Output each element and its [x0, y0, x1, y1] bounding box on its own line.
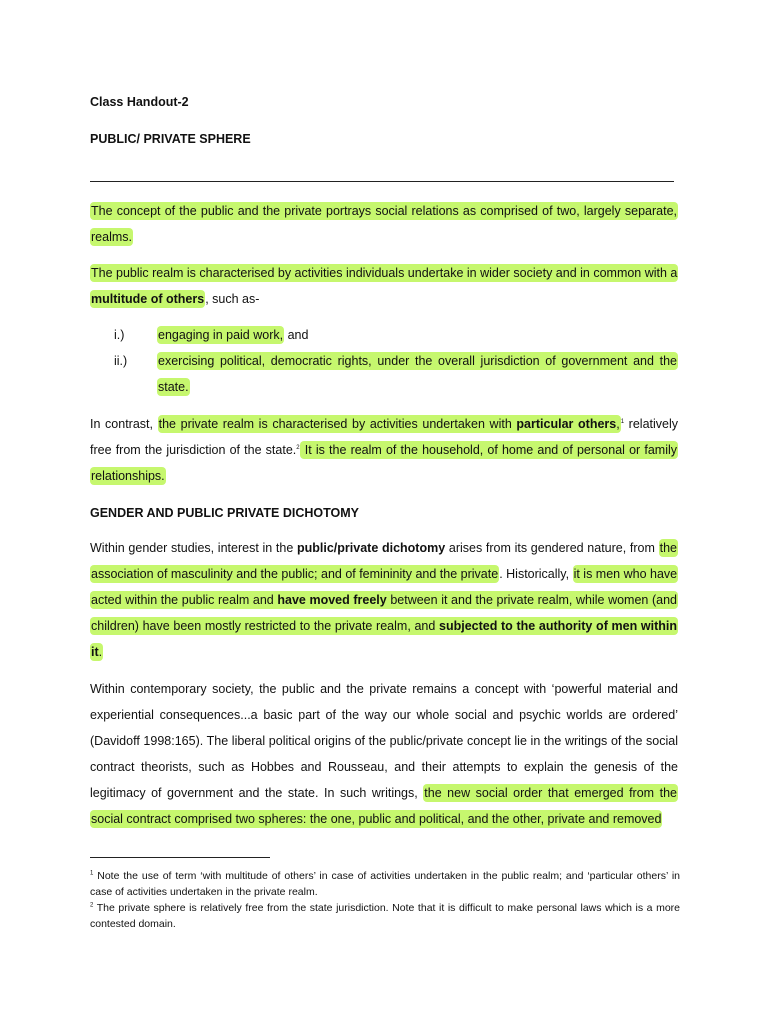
highlight-concept: The concept of the public and the private portrays social relations as comprised of two, largely separate, realms. — [91, 204, 677, 244]
footnote-1: $^1$ Note the use of term ‘with multitude of others’ in case of activities undertaken in the public realm; and ‘particular others’ in case of activities undertaken in the private realm. — [90, 870, 680, 898]
list-number: ii.) — [114, 354, 128, 368]
list-number: i.) — [114, 328, 125, 342]
highlight-household: It is the realm of the household, of home and of personal or family relationships. — [91, 443, 677, 483]
highlight-men-public: it is men who have acted within the public realm and have moved freely between it and the private realm, while women (and children) have been mostly restricted to the private realm, and subjected to the authority of men within it. — [91, 567, 678, 659]
handout-subtitle: PUBLIC/ PRIVATE SPHERE — [90, 132, 251, 146]
paragraph-public-realm: The public realm is characterised by activities individuals undertake in wider society and in common with a multitude of others, such as- — [91, 266, 678, 306]
bold-moved-freely: have moved freely — [277, 593, 387, 607]
bold-authority: subjected to the authority of men within it — [91, 619, 677, 659]
highlight-paid-work: engaging in paid work, — [158, 328, 284, 342]
handout-title: Class Handout-2 — [90, 95, 189, 109]
paragraph-contemporary: Within contemporary society, the public and the private remains a concept with ‘powerful material and experiential consequences...a basic part of the way our whole social and psychic worlds are ordered’ (Davidoff 1998:165). The liberal political origins of the public/private concept lie in the writings of the social contract theorists, such as Hobbes and Rousseau, and their attempts to explain the genesis of the legitimacy of government and the state. In such writings, the new social order that emerged from the social contract comprised two spheres: the one, public and political, and the other, private and removed — [90, 682, 678, 826]
section-heading: GENDER AND PUBLIC PRIVATE DICHOTOMY — [90, 506, 359, 520]
highlight-masculinity: the association of masculinity and the public; and of femininity and the private — [91, 541, 678, 581]
highlight-public-realm: The public realm is characterised by activities individuals undertake in wider society and in common with a multitude of others — [91, 266, 678, 306]
paragraph-concept — [90, 198, 678, 250]
bold-multitude: multitude of others — [91, 292, 205, 306]
title-divider — [90, 181, 674, 182]
highlight-political-rights: exercising political, democratic rights, under the overall jurisdiction of government and the state. — [158, 354, 677, 394]
footnote-ref-2[interactable]: 2 — [296, 444, 300, 451]
footnote-separator — [90, 857, 270, 858]
paragraph-gender: Within gender studies, interest in the public/private dichotomy arises from its gendered nature, from the association of masculinity and the public; and of femininity and the private. Historically, it is men who have acted within the public realm and have moved freely between it and the private realm, while women (and children) have been mostly restricted to the private realm, and subjected to the authority of men within it. — [90, 541, 678, 659]
footnote-number: 2 — [90, 902, 94, 909]
paragraph-private-realm: In contrast, the private realm is characterised by activities undertaken with particular others,$^1$ relatively free from the jurisdiction of the state.$^2$ It is the realm of the household, of home and of personal or family relationships. — [90, 417, 678, 483]
bold-dichotomy: public/private dichotomy — [297, 541, 446, 555]
highlight-private-realm: the private realm is characterised by activities undertaken with particular others, — [158, 417, 620, 431]
highlight-social-order: the new social order that emerged from the social contract comprised two spheres: the one, public and political, and the other, private and removed — [91, 786, 677, 826]
footnote-2: $^2$ The private sphere is relatively free from the state jurisdiction. Note that it is difficult to make personal laws which is a more contested domain. — [90, 902, 680, 930]
footnote-number: 1 — [90, 870, 94, 877]
bold-particular-others: particular others — [516, 417, 617, 431]
footnote-ref-1[interactable]: 1 — [620, 418, 625, 425]
